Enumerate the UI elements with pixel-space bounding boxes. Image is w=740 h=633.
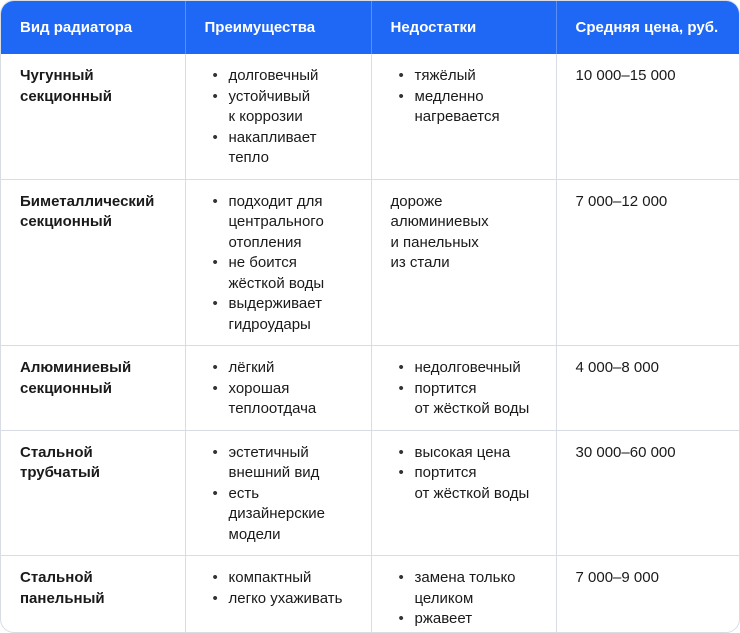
advantage-item-line: модели	[228, 525, 281, 543]
disadvantage-item-line: • замена только	[414, 569, 516, 586]
advantages-cell	[185, 556, 371, 633]
table-row	[1, 54, 739, 179]
header-average-price: Средняя цена, руб.	[556, 1, 739, 54]
table-row	[1, 556, 739, 633]
disadvantage-item-line: • тяжёлый	[414, 67, 476, 84]
disadvantage-item	[391, 87, 537, 128]
disadvantage-item	[391, 379, 537, 420]
radiator-type-line: Стальной	[20, 569, 93, 586]
advantage-item-line: • накапливает	[228, 128, 317, 146]
disadvantages-cell	[371, 346, 556, 431]
advantage-item-line: к коррозии	[228, 108, 303, 125]
radiator-type-line: трубчатый	[20, 464, 100, 481]
disadvantage-item-line: • медленно	[414, 87, 484, 105]
radiator-type-cell	[1, 430, 185, 556]
advantages-cell	[185, 54, 371, 179]
advantage-item	[205, 568, 352, 589]
table-row	[1, 346, 739, 431]
radiator-type-line: панельный	[20, 589, 105, 607]
disadvantages-cell	[371, 556, 556, 633]
price-value: 10 000–15 000	[575, 67, 676, 84]
advantage-item	[205, 87, 352, 128]
disadvantage-item	[391, 463, 537, 504]
advantage-item-line: • выдерживает	[228, 295, 322, 312]
disadvantage-item-line: от жёсткой воды	[414, 400, 530, 417]
advantage-item-line: • компактный	[228, 569, 312, 586]
radiator-type-cell	[1, 179, 185, 346]
advantage-list	[205, 66, 352, 169]
advantage-item	[205, 358, 352, 379]
advantage-list	[205, 358, 352, 420]
advantage-item	[205, 66, 352, 87]
radiator-type-line: Алюминиевый	[20, 359, 132, 376]
advantage-item-line: тепло	[228, 149, 269, 166]
advantage-item	[205, 443, 352, 484]
disadvantage-list	[391, 358, 537, 420]
disadvantage-item-line: • ржавеет	[414, 610, 473, 627]
advantage-item-line: • долговечный	[228, 67, 319, 84]
advantage-item	[205, 294, 352, 335]
disadvantage-item-line: • недолговечный	[414, 359, 521, 376]
advantage-item-line: отопления	[228, 233, 302, 251]
advantage-item-line: • не боится	[228, 254, 297, 271]
price-value: 7 000–12 000	[575, 192, 668, 210]
disadvantages-cell	[371, 430, 556, 556]
header-radiator-type: Вид радиатора	[1, 1, 185, 54]
table-header	[1, 1, 739, 54]
table-row	[1, 179, 739, 346]
disadvantage-item-line: целиком	[414, 589, 474, 607]
table-row	[1, 430, 739, 556]
radiator-type-line: секционный	[20, 213, 112, 230]
disadvantage-text-line: алюминиевых	[390, 213, 489, 230]
disadvantages-cell	[371, 54, 556, 179]
disadvantage-item-line: нагревается	[414, 108, 500, 125]
radiator-type-cell	[1, 54, 185, 179]
disadvantage-item	[391, 443, 537, 464]
disadvantage-list	[391, 443, 537, 505]
average-price-cell	[556, 430, 739, 556]
radiator-type-line: Стальной	[20, 443, 93, 461]
advantage-item-line: • лёгкий	[228, 359, 275, 376]
radiator-type-line: секционный	[20, 87, 112, 105]
radiator-type-line: Чугунный	[20, 67, 94, 84]
advantage-item-line: дизайнерские	[228, 505, 325, 522]
disadvantage-text-line: из стали	[390, 254, 450, 271]
advantage-item	[205, 128, 352, 169]
advantage-item-line: • легко ухаживать	[228, 589, 343, 607]
price-value: 7 000–9 000	[575, 569, 659, 586]
disadvantage-list	[391, 568, 537, 630]
advantage-item-line: • есть	[228, 484, 260, 502]
header-advantages: Преимущества	[185, 1, 371, 54]
header-disadvantages: Недостатки	[371, 1, 556, 54]
advantage-list	[205, 443, 352, 546]
average-price-cell	[556, 346, 739, 431]
advantage-item	[205, 379, 352, 420]
advantage-item-line: внешний вид	[228, 464, 320, 481]
radiator-type-line: Биметаллический	[20, 192, 155, 210]
disadvantages-cell	[371, 179, 556, 346]
average-price-cell	[556, 179, 739, 346]
disadvantage-item-line: от жёсткой воды	[414, 484, 530, 502]
disadvantage-item-line: • портится	[414, 464, 477, 481]
radiator-type-line: секционный	[20, 379, 112, 397]
radiator-type-cell	[1, 556, 185, 633]
advantage-item-line: • хорошая	[228, 379, 290, 397]
disadvantage-item-line: • высокая цена	[414, 443, 511, 461]
disadvantage-item	[391, 568, 537, 609]
advantage-item-line: • устойчивый	[228, 87, 311, 105]
disadvantage-text-line: дороже	[390, 192, 443, 210]
advantages-cell	[185, 346, 371, 431]
disadvantage-list	[391, 66, 537, 128]
radiator-type-cell	[1, 346, 185, 431]
advantage-item	[205, 589, 352, 610]
disadvantage-item	[391, 66, 537, 87]
advantages-cell	[185, 179, 371, 346]
comparison-table	[1, 1, 739, 633]
advantage-item-line: гидроудары	[228, 315, 311, 333]
advantage-item-line: • подходит для	[228, 192, 323, 210]
disadvantage-item	[391, 358, 537, 379]
price-value: 30 000–60 000	[575, 443, 676, 461]
price-value: 4 000–8 000	[575, 359, 659, 376]
header-row	[1, 1, 739, 54]
advantages-cell	[185, 430, 371, 556]
advantage-item	[205, 192, 352, 254]
disadvantage-text-line: и панельных	[390, 233, 479, 251]
advantage-item-line: центрального	[228, 213, 324, 230]
advantage-list	[205, 192, 352, 336]
advantage-item	[205, 253, 352, 294]
average-price-cell	[556, 556, 739, 633]
table-body	[1, 54, 739, 633]
advantage-item-line: теплоотдача	[228, 400, 317, 417]
advantage-item-line: • эстетичный	[228, 443, 309, 461]
advantage-item-line: жёсткой воды	[228, 274, 325, 292]
average-price-cell	[556, 54, 739, 179]
disadvantage-item-line: • портится	[414, 379, 477, 397]
disadvantage-item	[391, 609, 537, 630]
advantage-item	[205, 484, 352, 546]
advantage-list	[205, 568, 352, 609]
